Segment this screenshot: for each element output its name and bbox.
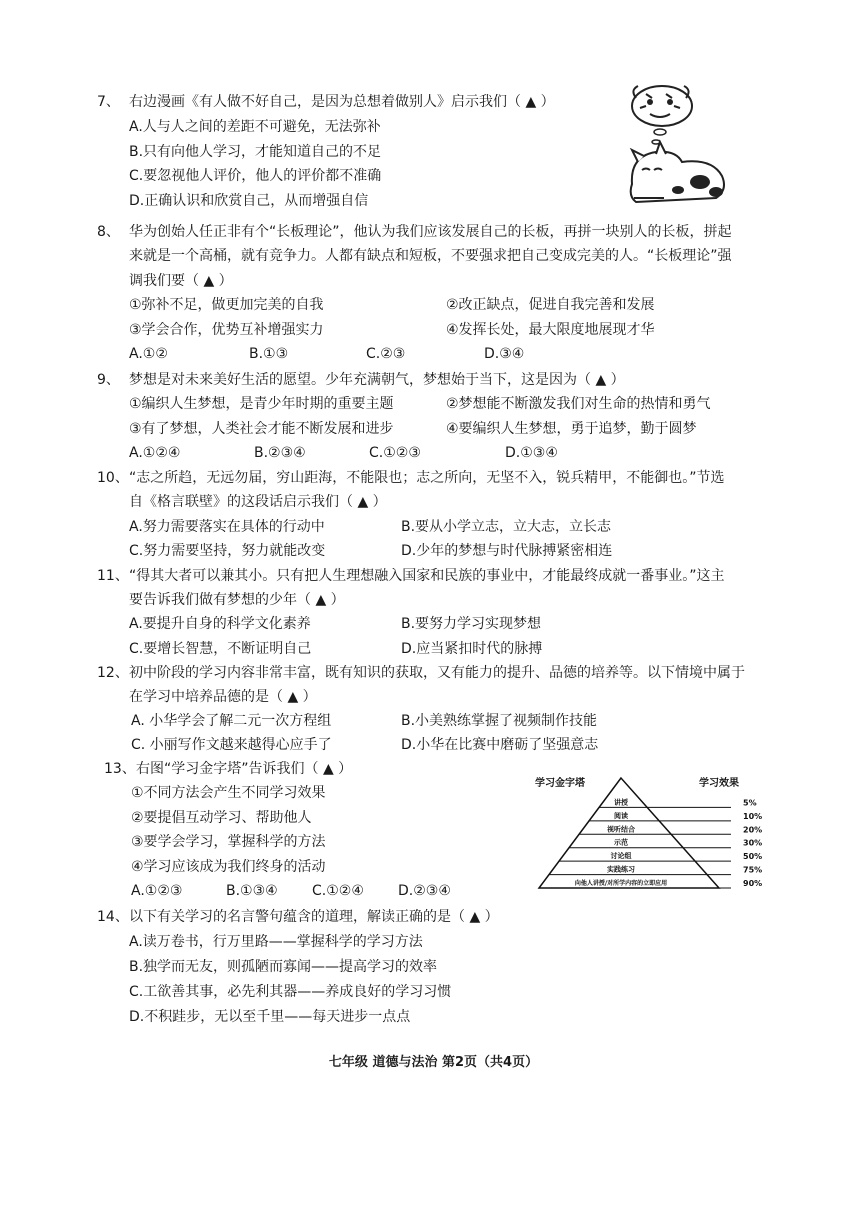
q7-option-c: C.要忽视他人评价，他人的评价都不准确 [129, 168, 382, 184]
q12-stem-line1: 初中阶段的学习内容非常丰富，既有知识的获取，又有能力的提升、品德的培养等。以下情境中属于 [129, 665, 745, 681]
q13-option-b: B.①③④ [226, 883, 278, 899]
q8-option-d: D.③④ [484, 346, 525, 362]
q12-option-d: D.小华在比赛中磨砺了坚强意志 [401, 737, 599, 753]
learning-pyramid-figure [531, 774, 767, 894]
q11-number: 11、 [97, 568, 129, 584]
q9-option-b: B.②③④ [254, 445, 306, 461]
q8-stem-line3: 调我们要（ ▲ ） [129, 273, 233, 289]
q10-option-b: B.要从小学立志，立大志，立长志 [401, 519, 612, 535]
q12-option-b: B.小美熟练掌握了视频制作技能 [401, 713, 598, 729]
q9-statement-1: ①编织人生梦想，是青少年时期的重要主题 [129, 396, 394, 412]
q13-option-c: C.①②④ [312, 883, 364, 899]
q9-option-c: C.①②③ [369, 445, 421, 461]
q13-option-a: A.①②③ [131, 883, 183, 899]
q10-stem-line2: 自《格言联壁》的这段话启示我们（ ▲ ） [129, 494, 387, 510]
q12-option-a: A. 小华学会了解二元一次方程组 [131, 713, 332, 729]
q8-number: 8、 [97, 224, 120, 240]
pyramid-level-label: 讨论组 [610, 852, 632, 861]
q9-option-d: D.①③④ [505, 445, 558, 461]
q7-option-d: D.正确认识和欣赏自己，从而增强自信 [129, 193, 369, 209]
pyramid-effect-pct: 10% [743, 811, 763, 821]
q7-option-b: B.只有向他人学习，才能知道自己的不足 [129, 144, 382, 160]
q12-stem-line2: 在学习中培养品德的是（ ▲ ） [129, 689, 317, 705]
pyramid-level-label: 实践练习 [607, 865, 635, 874]
q8-option-a: A.①② [129, 346, 168, 362]
q12-option-c: C. 小丽写作文越来越得心应手了 [131, 737, 332, 753]
q8-statement-2: ②改正缺点，促进自我完善和发展 [446, 297, 655, 313]
q8-statement-1: ①弥补不足，做更加完美的自我 [129, 297, 324, 313]
q8-statement-3: ③学会合作，优势互补增强实力 [129, 322, 324, 338]
q13-option-d: D.②③④ [398, 883, 451, 899]
q8-statement-4: ④发挥长处，最大限度地展现才华 [446, 322, 655, 338]
cartoon-dog-tiger-image [622, 84, 730, 206]
pyramid-effect-pct: 90% [743, 879, 763, 888]
q14-option-d: D.不积跬步，无以至千里——每天进步一点点 [129, 1009, 411, 1025]
q8-option-c: C.②③ [366, 346, 406, 362]
q9-statement-2: ②梦想能不断激发我们对生命的热情和勇气 [446, 396, 711, 412]
pyramid-level-label: 向他人讲授/对所学内容的立即应用 [574, 880, 668, 887]
q14-option-c: C.工欲善其事，必先利其器——养成良好的学习习惯 [129, 984, 452, 1000]
q11-option-d: D.应当紧扣时代的脉搏 [401, 641, 543, 657]
q8-option-b: B.①③ [249, 346, 289, 362]
q10-option-d: D.少年的梦想与时代脉搏紧密相连 [401, 543, 613, 559]
pyramid-effect-pct: 30% [743, 838, 763, 848]
pyramid-effect-pct: 5% [743, 798, 757, 808]
q10-option-a: A.努力需要落实在具体的行动中 [129, 519, 325, 535]
q13-statement-2: ②要提倡互动学习、帮助他人 [131, 810, 312, 826]
q9-statement-3: ③有了梦想，人类社会才能不断发展和进步 [129, 421, 394, 437]
q11-option-a: A.要提升自身的科学文化素养 [129, 616, 311, 632]
q12-number: 12、 [97, 665, 129, 681]
pyramid-effect-pct: 75% [743, 865, 763, 875]
q11-stem-line1: “得其大者可以兼其小。只有把人生理想融入国家和民族的事业中，才能最终成就一番事业。”这主 [129, 568, 725, 584]
q9-option-a: A.①②④ [129, 445, 181, 461]
pyramid-level-label: 示范 [614, 838, 628, 847]
pyramid-effect-title: 学习效果 [699, 778, 739, 789]
q14-option-a: A.读万卷书，行万里路——掌握科学的学习方法 [129, 934, 423, 950]
q14-option-b: B.独学而无友，则孤陋而寡闻——提高学习的效率 [129, 959, 438, 975]
q9-stem: 梦想是对未来美好生活的愿望。少年充满朝气，梦想始于当下，这是因为（ ▲ ） [129, 372, 625, 388]
pyramid-effect-pct: 20% [743, 825, 763, 835]
q13-stem: 右图“学习金字塔”告诉我们（ ▲ ） [136, 761, 353, 777]
q10-stem-line1: “志之所趋，无远勿届，穷山距海，不能限也；志之所向，无坚不入，锐兵精甲，不能御也。”节选 [129, 470, 725, 486]
q11-option-c: C.要增长智慧，不断证明自己 [129, 641, 312, 657]
page-footer: 七年级 道德与法治 第2页（共4页） [328, 1055, 539, 1070]
q7-stem: 右边漫画《有人做不好自己，是因为总想着做别人》启示我们（ ▲ ） [129, 94, 555, 110]
q13-number: 13、 [104, 761, 136, 777]
q14-number: 14、 [97, 909, 129, 925]
q10-number: 10、 [97, 470, 129, 486]
q7-number: 7、 [97, 94, 120, 110]
q7-option-a: A.人与人之间的差距不可避免，无法弥补 [129, 119, 381, 135]
pyramid-level-label: 视听结合 [607, 825, 635, 834]
pyramid-effect-pct: 50% [743, 852, 763, 862]
q8-stem-line1: 华为创始人任正非有个“长板理论”，他认为我们应该发展自己的长板，再拼一块别人的长板，拼起 [129, 224, 732, 240]
pyramid-title: 学习金字塔 [535, 778, 585, 789]
q11-option-b: B.要努力学习实现梦想 [401, 616, 542, 632]
q13-statement-4: ④学习应该成为我们终身的活动 [131, 859, 326, 875]
q9-statement-4: ④要编织人生梦想，勇于追梦，勤于圆梦 [446, 421, 697, 437]
q14-stem: 以下有关学习的名言警句蕴含的道理，解读正确的是（ ▲ ） [129, 909, 499, 925]
q11-stem-line2: 要告诉我们做有梦想的少年（ ▲ ） [129, 592, 345, 608]
q8-stem-line2: 来就是一个高桶，就有竞争力。人都有缺点和短板，不要强求把自己变成完美的人。“长板理论”强 [129, 248, 732, 264]
q10-option-c: C.努力需要坚持，努力就能改变 [129, 543, 326, 559]
q13-statement-1: ①不同方法会产生不同学习效果 [131, 785, 326, 801]
q13-statement-3: ③要学会学习，掌握科学的方法 [131, 834, 326, 850]
q9-number: 9、 [97, 372, 120, 388]
pyramid-level-label: 讲授 [614, 798, 628, 807]
pyramid-level-label: 阅读 [614, 811, 628, 820]
